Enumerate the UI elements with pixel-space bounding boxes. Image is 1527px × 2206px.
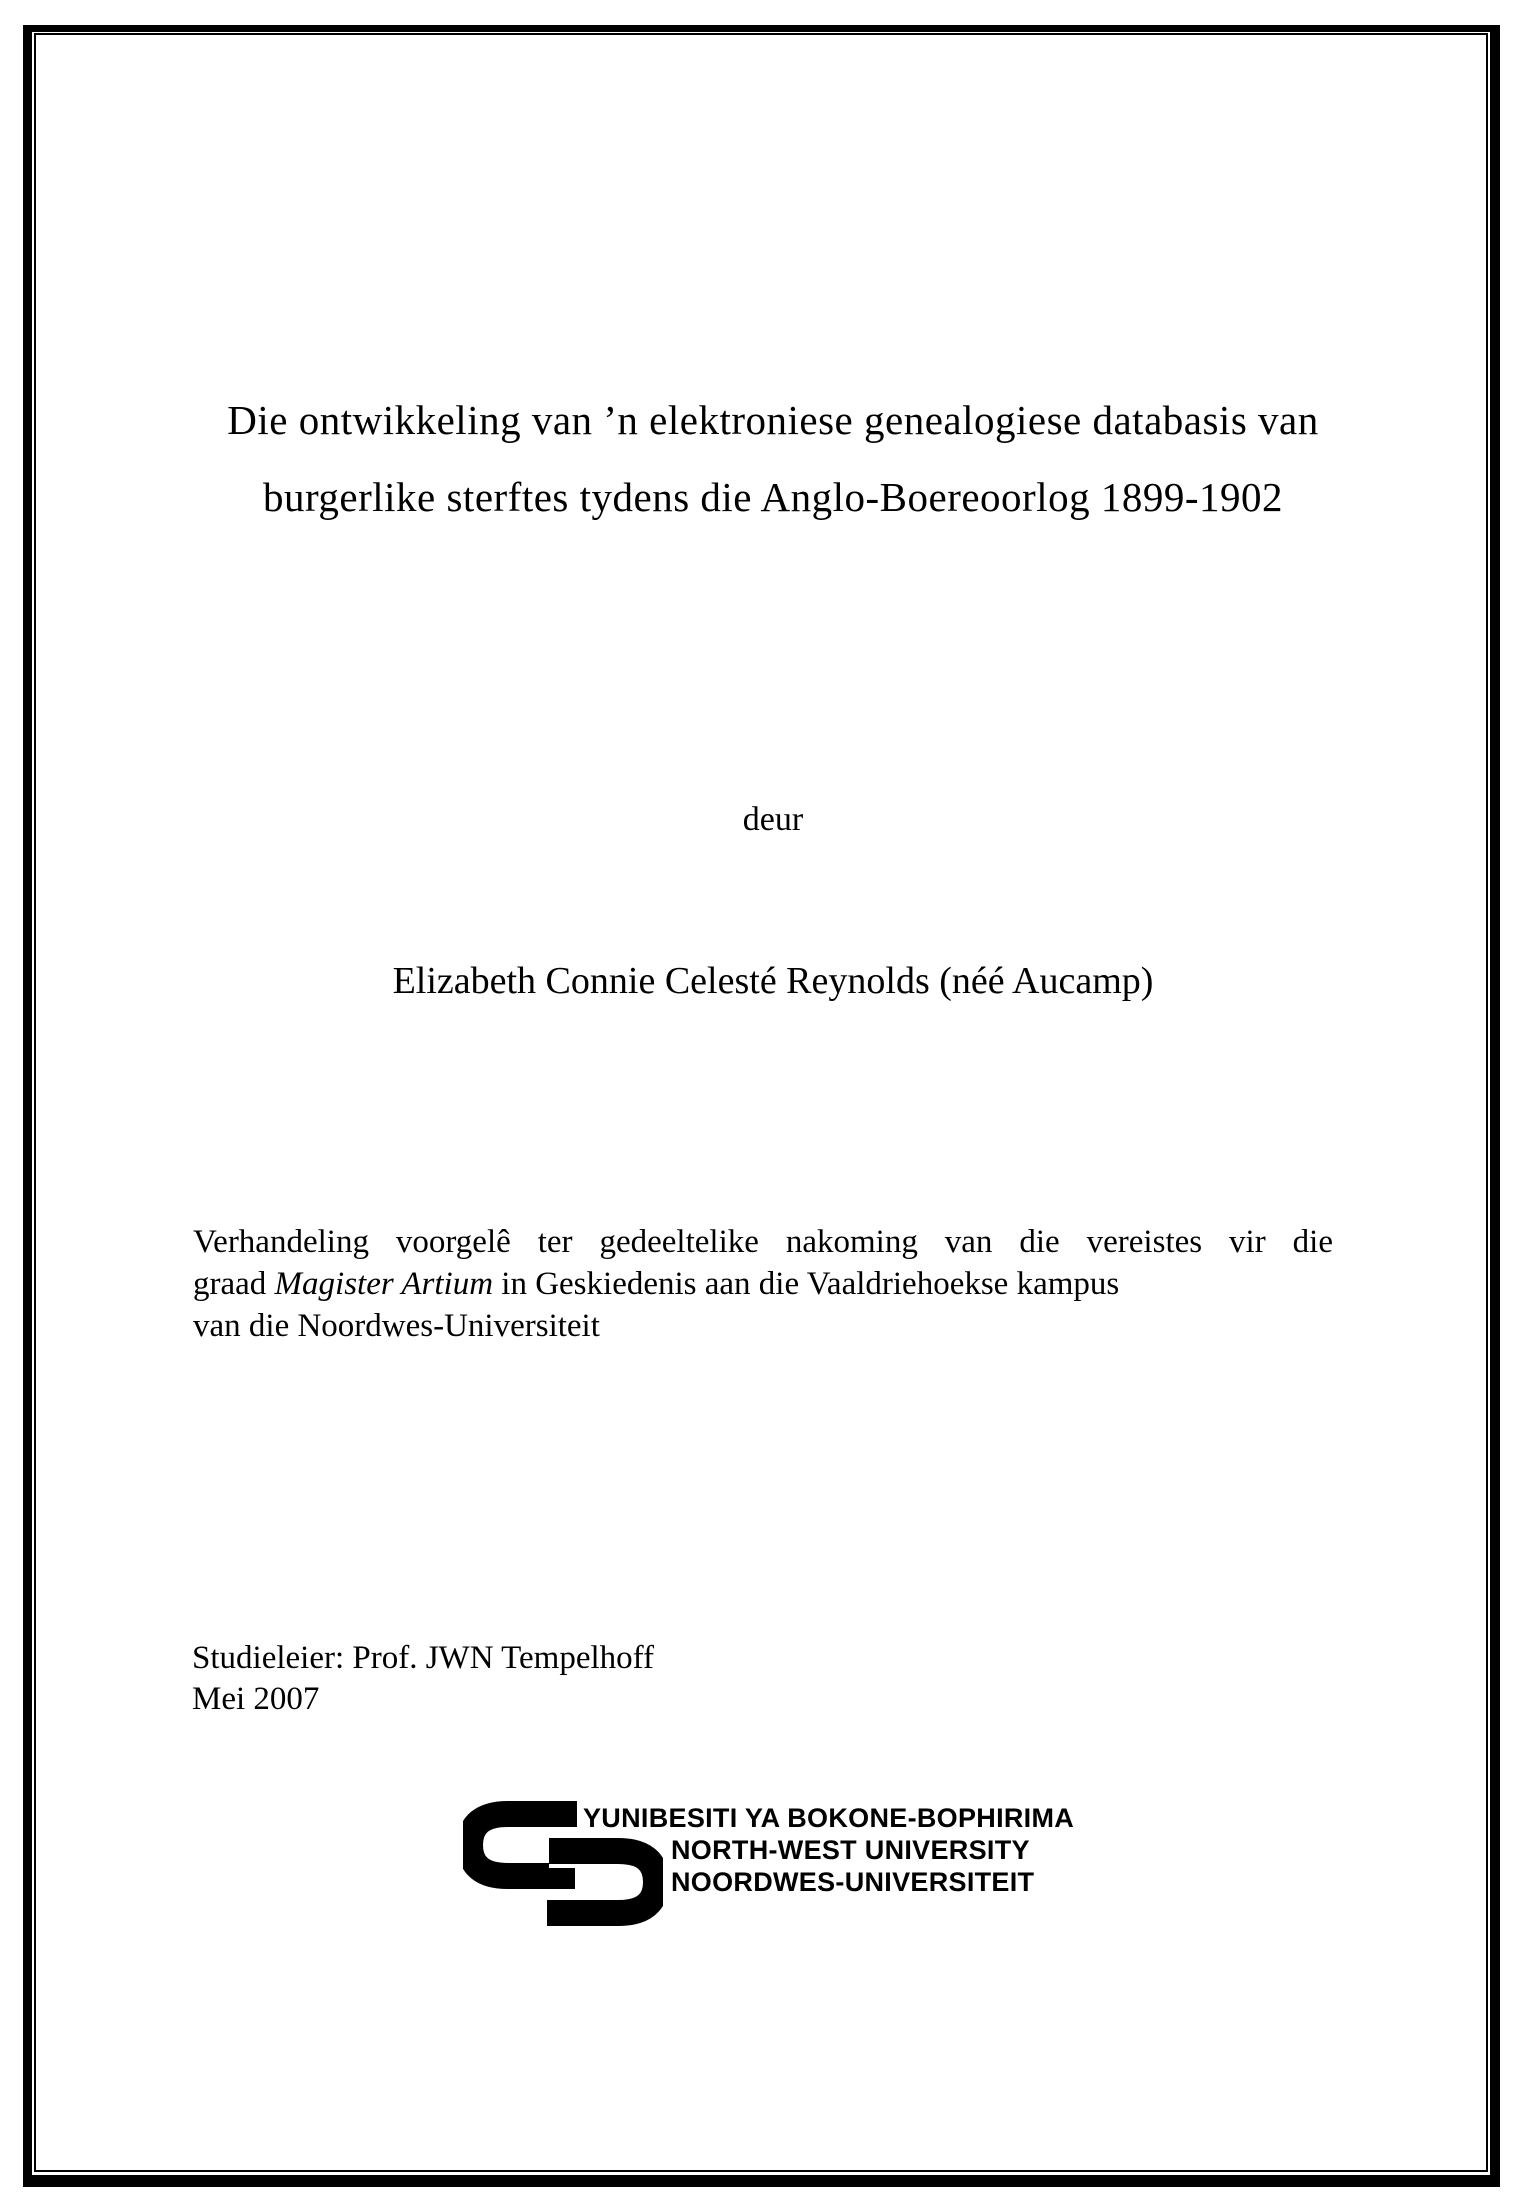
- nwu-logo-line1: YUNIBESITI YA BOKONE-BOPHIRIMA: [583, 1803, 1075, 1833]
- nwu-logo-line3: NOORDWES-UNIVERSITEIT: [671, 1867, 1035, 1897]
- thesis-title-line2: burgerlike sterftes tydens die Anglo-Boereoorlog 1899-1902: [262, 474, 1283, 520]
- thesis-title: [193, 382, 1353, 536]
- supervisor-line: Studieleier: Prof. JWN Tempelhoff: [192, 1640, 655, 1676]
- degree-statement: [193, 1221, 1333, 1347]
- nwu-logo-wordmark: [583, 1802, 1074, 1898]
- degree-statement-line3: van die Noordwes-Universiteit: [193, 1308, 600, 1344]
- nwu-logo-line2: NORTH-WEST UNIVERSITY: [671, 1835, 1030, 1865]
- degree-statement-line1: Verhandeling voorgelê ter gedeeltelike nakoming van die vereistes vir die: [193, 1224, 1333, 1260]
- supervisor-block: [192, 1638, 1092, 1720]
- thesis-title-line1: Die ontwikkeling van ’n elektroniese genealogiese databasis van: [227, 397, 1319, 443]
- degree-statement-line2: [193, 1263, 1333, 1305]
- author-name: Elizabeth Connie Celesté Reynolds (néé Aucamp): [392, 960, 1154, 1002]
- byline-deur: deur: [742, 801, 804, 838]
- degree-statement-line2-suffix: in Geskiedenis aan die Vaaldriehoekse kampus: [493, 1266, 1120, 1302]
- degree-statement-line2-prefix: graad: [193, 1266, 275, 1302]
- date-line: Mei 2007: [192, 1681, 320, 1717]
- degree-name-italic: Magister Artium: [274, 1266, 494, 1302]
